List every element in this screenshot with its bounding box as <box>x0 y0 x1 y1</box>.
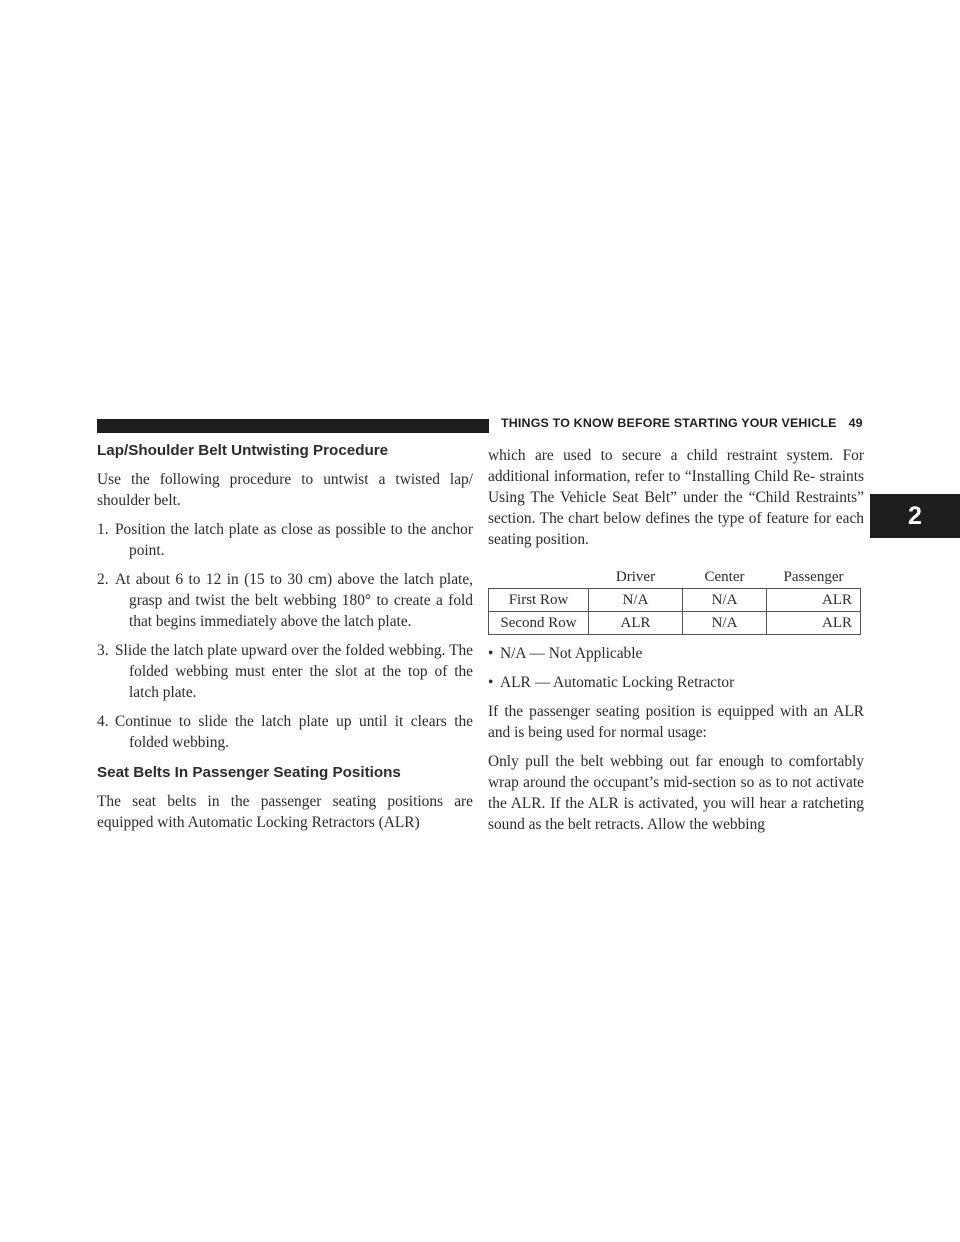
step-number: 1. <box>97 521 109 538</box>
header-rule <box>97 419 489 433</box>
bullet-icon: • <box>488 674 494 691</box>
left-column <box>97 441 473 833</box>
step-number: 3. <box>97 642 109 659</box>
table-header-cell: Passenger <box>783 569 844 585</box>
table-header-cell: Driver <box>615 569 656 585</box>
table-cell: First Row <box>489 589 589 612</box>
table-header-row <box>489 566 861 589</box>
bullet-icon: • <box>488 645 494 662</box>
table-header-cell: Center <box>704 569 745 585</box>
table-header-cell <box>489 566 589 589</box>
page-number: 49 <box>848 416 863 430</box>
running-header <box>501 416 863 430</box>
table-cell: N/A <box>683 589 767 612</box>
step-text: Position the latch plate as close as possible to the anchor point. <box>115 521 473 559</box>
list-item <box>488 672 864 693</box>
table-cell: ALR <box>767 612 861 635</box>
passenger-belts-paragraph: The seat belts in the passenger seating positions are equipped with Automatic Locking Retractors (ALR) <box>97 793 473 831</box>
intro-paragraph: Use the following procedure to untwist a twisted lap/ shoulder belt. <box>97 471 473 509</box>
section-title: THINGS TO KNOW BEFORE STARTING YOUR VEHICLE <box>501 416 837 430</box>
step-text: At about 6 to 12 in (15 to 30 cm) above the latch plate, grasp and twist the belt webbing 180° to create a fold that begins immediately above the latch plate. <box>115 571 473 630</box>
step-item <box>97 519 473 561</box>
table-cell: N/A <box>589 589 683 612</box>
table-cell: Second Row <box>489 612 589 635</box>
continued-paragraph: which are used to secure a child restraint system. For additional information, refer to “Installing Child Re- straints Using The Vehicle Seat Belt” under the “Child Restraints” section. The chart below defines the type of feature for each seating position. <box>488 447 864 548</box>
table-cell: ALR <box>767 589 861 612</box>
table-row <box>489 589 861 612</box>
bullet-text: ALR — Automatic Locking Retractor <box>500 674 735 691</box>
table-row <box>489 612 861 635</box>
table-cell: N/A <box>683 612 767 635</box>
step-item <box>97 711 473 753</box>
step-text: Continue to slide the latch plate up until it clears the folded webbing. <box>115 713 473 751</box>
alr-usage-paragraph: If the passenger seating position is equipped with an ALR and is being used for normal usage: <box>488 703 864 741</box>
list-item <box>488 643 864 664</box>
step-number: 4. <box>97 713 109 730</box>
bullet-text: N/A — Not Applicable <box>500 645 643 662</box>
webbing-paragraph: Only pull the belt webbing out far enough to comfortably wrap around the occupant’s mid-section so as to not activate the ALR. If the ALR is activated, you will hear a ratcheting sound as the belt retracts. Allow the webbing <box>488 753 864 833</box>
chapter-tab: 2 <box>870 494 960 538</box>
heading-untwisting: Lap/Shoulder Belt Untwisting Procedure <box>97 442 389 459</box>
heading-passenger-belts: Seat Belts In Passenger Seating Positions <box>97 764 401 781</box>
step-number: 2. <box>97 571 109 588</box>
seating-feature-table <box>488 566 861 635</box>
table-cell: ALR <box>589 612 683 635</box>
step-item <box>97 640 473 703</box>
right-column <box>488 445 864 835</box>
step-text: Slide the latch plate upward over the folded webbing. The folded webbing must enter the slot at the top of the latch plate. <box>115 642 473 701</box>
step-item <box>97 569 473 632</box>
